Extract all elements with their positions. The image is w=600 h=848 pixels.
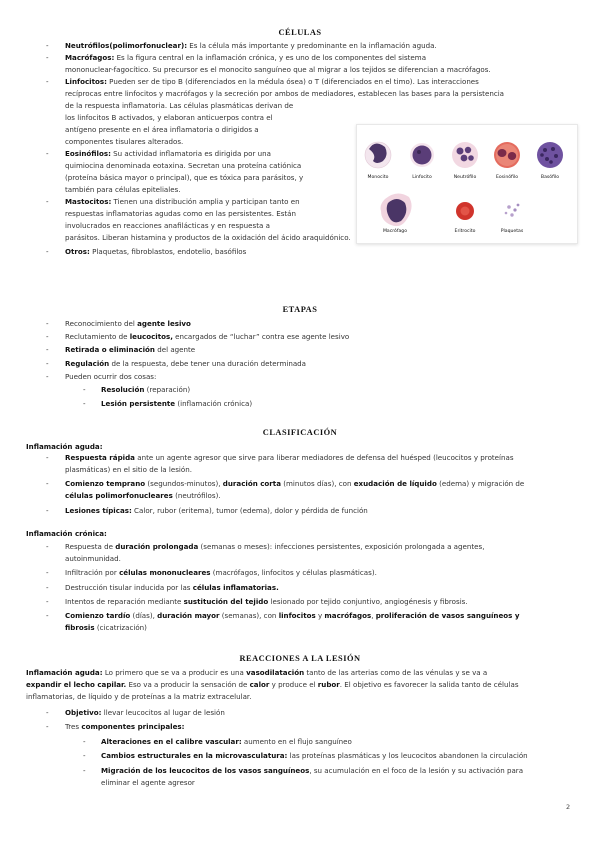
macrofago-cell	[381, 193, 412, 226]
item-linfocitos: Linfocitos: Pueden ser de tipo B (diferenciados en la médula ósea) o T (diferenciados en el timo). Las interacciones	[65, 77, 479, 86]
basofilo-cell	[537, 142, 563, 168]
label-eosinofilo: Eosinófilo	[495, 175, 519, 180]
page-number: 2	[566, 803, 571, 811]
etapa-sub-resolucion: Resolución (reparación)	[101, 385, 191, 394]
etapa-3: Retirada o eliminación del agente	[65, 345, 196, 354]
etapa-1: Reconocimiento del agente lesivo	[65, 319, 191, 328]
linfocito-cell	[410, 143, 434, 167]
blood-cells-illustration	[357, 125, 577, 243]
item-eosinofilos: Eosinófilos: Su actividad inflamatoria es dirigida por una	[65, 149, 271, 158]
componente-3: Migración de los leucocitos de los vasos sanguíneos, su acumulación en el foco de la lesión y su activación para	[101, 766, 524, 775]
reacciones-paragraph-1: Inflamación aguda: Lo primero que se va a producir es una vasodilatación tanto de las arterias como de las vénulas y se va a	[26, 668, 488, 677]
section-title-clasificacion: CLASIFICACIÓN	[262, 428, 338, 437]
label-neutrofilo: Neutrófilo	[453, 175, 477, 180]
cronica-item-1: Respuesta de duración prolongada (semanas o meses): infecciones persistentes, exposición prolongada a agentes,	[65, 542, 485, 551]
etapa-sub-lesion: Lesión persistente (inflamación crónica)	[101, 399, 253, 408]
cronica-item-5: Comienzo tardío (días), duración mayor (semanas), con linfocitos y macrófagos, proliferación de vasos sanguíneos y	[65, 611, 520, 620]
item-neutrofilos: Neutrófilos(polimorfonuclear): Es la célula más importante y predominante en la inflamación aguda.	[65, 41, 437, 50]
subheading-inflamacion-cronica: Inflamación crónica:	[26, 529, 107, 538]
componente-2: Cambios estructurales en la microvasculatura: las proteínas plasmáticas y los leucocitos abandonen la circulación	[101, 751, 528, 760]
item-mastocitos: Mastocitos: Tienen una distribución amplia y participan tanto en	[65, 197, 300, 206]
subheading-inflamacion-aguda: Inflamación aguda:	[26, 442, 103, 451]
aguda-item-3: Lesiones típicas: Calor, rubor (eritema), tumor (edema), dolor y pérdida de función	[65, 506, 368, 515]
plaquetas-cells	[505, 204, 520, 217]
label-basofilo: Basófilo	[540, 175, 560, 180]
blood-cells-figure	[356, 124, 578, 244]
aguda-item-2: Comienzo temprano (segundos-minutos), duración corta (minutos días), con exudación de líquido (edema) y migración de	[65, 479, 525, 488]
item-macrofagos: Macrófagos: Es la figura central en la inflamación crónica, y es uno de los componentes del sistema	[65, 53, 427, 62]
label-plaquetas: Plaquetas	[500, 229, 524, 234]
eritrocito-cell	[456, 202, 474, 220]
section-title-etapas: ETAPAS	[282, 305, 318, 314]
item-otros: Otros: Plaquetas, fibroblastos, endotelio, basófilos	[65, 247, 247, 256]
label-eritrocito: Eritrocito	[454, 229, 476, 234]
etapa-5: Pueden ocurrir dos cosas:	[65, 372, 157, 381]
section-title-celulas: CÉLULAS	[278, 28, 322, 37]
cronica-item-4: Intentos de reparación mediante sustitución del tejido lesionado por tejido conjuntivo, angiogénesis y fibrosis.	[65, 597, 468, 606]
componente-1: Alteraciones en el calibre vascular: aumento en el flujo sanguíneo	[101, 737, 352, 746]
label-macrofago: Macrófago	[382, 229, 408, 234]
document-page: CÉLULAS - Neutrófilos(polimorfonuclear): Es la célula más importante y predominante en la inflamación aguda. - Macrófagos: Es la figura central en la inflamación crónica, y es uno de los componentes del sistema mononuclear-fagocítico. Su precursor es el monocito sanguíneo que al migrar a los tejidos se diferencian a macrófagos. - Linfocitos: Pueden ser de tipo B (diferenciados en la médula ósea) o T (diferenciados en el timo). Las interacciones recíprocas entre linfocitos y macrófagos y la secreción por ambos de mediadores, establecen las bases para la persistencia de la respuesta inflamatoria. Las células plasmáticas derivan de los linfocitos B activados, y elaboran anticuerpos contra el antígeno presente en el área inflamatoria o dirigidos a componentes tisulares alterados. - Eosinófilos: Su actividad inflamatoria es dirigida por una quimiocina denominada eotaxina. Secretan una proteína catiónica (proteína básica mayor o principal), que es tóxica para parásitos, y también para células epiteliales. - Mastocitos: Tienen una distribución amplia y participan tanto en respuestas inflamatorias agudas como en las persistentes. Están involucrados en reacciones anafilácticas y en respuesta a parásitos. Liberan histamina y productos de la oxidación del ácido araquidónico. - Otros: Plaquetas, fibroblastos, endotelio, basófilos Monocito Linfocito Neutrófilo Eosinófilo Basófilo Macrófago Eritrocito Plaquetas ETAPAS - Reconocimiento del agente lesivo - Reclutamiento de leucocitos, encargados de “luchar” contra ese agente lesivo - Retirada o eliminación del agente - Regulación de la respuesta, debe tener una duración determinada - Pueden ocurrir dos cosas: - Resolución (reparación) - Lesión persistente (inflamación crónica) CLASIFICACIÓN Inflamación aguda: - Respuesta rápida ante un agente agresor que sirve para liberar mediadores de defensa del huésped (leucocitos y proteínas plasmáticas) en el sitio de la lesión. - Comienzo temprano (segundos-minutos), duración corta (minutos días), con exudación de líquido (edema) y migración de células polimorfonucleares (neutrófilos). - Lesiones típicas: Calor, rubor (eritema), tumor (edema), dolor y pérdida de función Inflamación crónica: - Respuesta de duración prolongada (semanas o meses): infecciones persistentes, exposición prolongada a agentes, autoinmunidad. - Infiltración por células mononucleares (macrófagos, linfocitos y células plasmáticas). - Destrucción tisular inducida por las células inflamatorias. - Intentos de reparación mediante sustitución del tejido lesionado por tejido conjuntivo, angiogénesis y fibrosis. - Comienzo tardío (días), duración mayor (semanas), con linfocitos y macrófagos, proliferación de vasos sanguíneos y fibrosis (cicatrización) REACCIONES A LA LESIÓN Inflamación aguda: Lo primero que se va a producir es una vasodilatación tanto de las arterias como de las vénulas y se va a expandir el lecho capilar. Eso va a producir la sensación de calor y produce el rubor. El objetivo es favorecer la salida tanto de células inflamatorias, de líquido y de proteínas a la matriz extracelular. - Objetivo: llevar leucocitos al lugar de lesión - Tres componentes principales: - Alteraciones en el calibre vascular: aumento en el flujo sanguíneo - Cambios estructurales en la microvasculatura: las proteínas plasmáticas y los leucocitos abandonen la circulación - Migración de los leucocitos de los vasos sanguíneos, su acumulación en el foco de la lesión y su activación para eliminar el agente agresor 2	[0, 0, 600, 848]
section-title-reacciones: REACCIONES A LA LESIÓN	[239, 654, 361, 663]
eosinofilo-cell	[494, 142, 520, 168]
etapa-4: Regulación de la respuesta, debe tener una duración determinada	[65, 359, 307, 368]
reacciones-objetivo: Objetivo: llevar leucocitos al lugar de lesión	[65, 708, 225, 717]
etapa-2: Reclutamiento de leucocitos, encargados de “luchar” contra ese agente lesivo	[65, 332, 350, 341]
cronica-item-3: Destrucción tisular inducida por las células inflamatorias.	[65, 583, 279, 592]
monocito-cell	[365, 142, 391, 168]
aguda-item-1: Respuesta rápida ante un agente agresor que sirve para liberar mediadores de defensa del huésped (leucocitos y proteínas	[65, 453, 514, 462]
reacciones-tres-componentes: Tres componentes principales:	[65, 722, 185, 731]
label-linfocito: Linfocito	[412, 175, 432, 180]
cronica-item-2: Infiltración por células mononucleares (macrófagos, linfocitos y células plasmáticas).	[65, 568, 377, 577]
label-monocito: Monocito	[367, 175, 389, 180]
neutrofilo-cell	[452, 142, 478, 168]
